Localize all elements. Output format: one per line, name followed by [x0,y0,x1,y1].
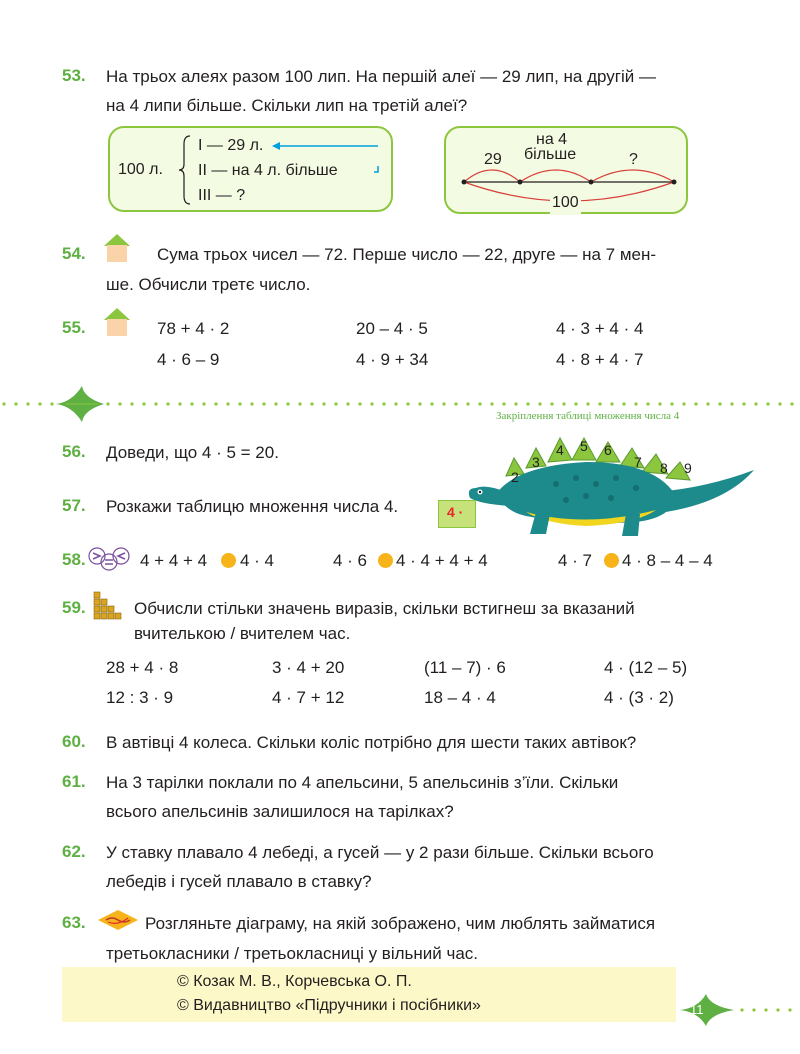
expression: 4 · 3 + 4 · 4 [556,319,644,338]
multiplier-card-label: 4 · [447,504,464,520]
page-number: 11 [690,1002,704,1017]
compare-right-3: 4 · 8 – 4 – 4 [622,551,713,570]
problem-62-number: 62. [62,842,86,861]
dino-plate-label: 3 [532,454,540,470]
expression: 18 – 4 · 4 [424,688,496,707]
problem-63-line-1: Розгляньте діаграму, на якій зображено, чим люблять займатися [145,914,656,933]
compare-dot [221,553,236,568]
problem-61-number: 61. [62,772,86,791]
problem-53-number: 53. [62,66,86,85]
problem-62-line-1: У ставку плавало 4 лебеді, а гусей — у 2 рази більше. Скільки всього [106,843,654,862]
dino-plate-label: 9 [684,460,692,476]
compare-left-1: 4 + 4 + 4 [140,551,208,570]
problem-59-line-1: Обчисли стільки значень виразів, скільки встигнеш за вказаний [134,599,635,618]
section-title: Закріплення таблиці множення числа 4 [496,410,680,422]
blocks-icon [92,590,126,620]
short-note-row-3: III — ? [198,187,246,204]
compare-dot [604,553,619,568]
segment-total: 100 [550,191,581,215]
short-note-total: 100 л. [118,161,163,178]
multiplier-card [438,500,476,528]
expression: 28 + 4 · 8 [106,658,179,677]
segment-point [518,180,523,185]
problem-54-line-2: ше. Обчисли третє число. [106,275,311,294]
problem-53-line-2: на 4 липи більше. Скільки лип на третій алеї? [106,96,468,115]
handshake-icon [96,908,140,932]
dino-plate-label: 7 [634,454,642,470]
problem-63-number: 63. [62,913,86,932]
compare-left-3: 4 · 7 [558,551,593,570]
short-note-box [108,126,393,212]
short-note-row-1: I — 29 л. [198,137,264,154]
compare-dot [378,553,393,568]
compare-left-2: 4 · 6 [333,551,368,570]
dino-plate-label: 2 [511,469,519,485]
problem-62-line-2: лебедів і гусей плавало в ставку? [106,872,372,891]
segment-point [672,180,677,185]
expression: 4 · (3 · 2) [604,688,674,707]
comparison-arrow-icon [270,138,385,178]
segment-label-2-top: на 4 [536,131,568,148]
compare-right-1: 4 · 4 [240,551,275,570]
compare-signs-icon [88,546,132,572]
segment-point [462,180,467,185]
left-brace-icon [176,134,194,206]
expression: 12 : 3 · 9 [106,688,174,707]
problem-60-number: 60. [62,732,86,751]
copyright-line-2: © Видавництво «Підручники і посібники» [177,997,481,1014]
segment-label-3: ? [629,151,638,168]
house-icon [100,306,134,338]
problem-56-text: Доведи, що 4 · 5 = 20. [106,443,279,462]
dino-plate-label: 6 [604,442,612,458]
expression: 4 · (12 – 5) [604,658,688,677]
short-note-row-2: II — на 4 л. більше [198,162,338,179]
house-icon [100,232,134,264]
expression: 4 · 6 – 9 [157,350,220,369]
section-divider [0,382,800,426]
segment-diagram-box [444,126,688,214]
problem-63-line-2: третьокласники / третьокласниці у вільний час. [106,944,479,963]
segment-point [589,180,594,185]
problem-61-line-2: всього апельсинів залишилося на тарілках? [106,802,454,821]
expression: 4 · 7 + 12 [272,688,345,707]
stegosaurus-illustration [436,432,756,538]
problem-59-number: 59. [62,598,86,617]
expression: 4 · 8 + 4 · 7 [556,350,644,369]
problem-53-line-1: На трьох алеях разом 100 лип. На першій алеї — 29 лип, на другій — [106,67,656,86]
problem-54-number: 54. [62,244,86,263]
segment-label-1: 29 [484,151,502,168]
problem-56-number: 56. [62,442,86,461]
problem-61-line-1: На 3 тарілки поклали по 4 апельсини, 5 апельсинів з’їли. Скільки [106,773,619,792]
dino-plate-label: 4 [556,442,564,458]
segment-label-2-bottom: більше [524,146,577,163]
compare-right-2: 4 · 4 + 4 + 4 [396,551,488,570]
problem-57-number: 57. [62,496,86,515]
problem-54-line-1: Сума трьох чисел — 72. Перше число — 22, друге — на 7 мен- [157,245,657,264]
dino-plate-label: 5 [580,438,588,454]
expression: 78 + 4 · 2 [157,319,230,338]
problem-60-text: В автівці 4 колеса. Скільки коліс потрібно для шести таких автівок? [106,733,637,752]
copyright-line-1: © Козак М. В., Корчевська О. П. [177,973,412,990]
expression: 4 · 9 + 34 [356,350,429,369]
problem-59-line-2: вчителькою / вчителем час. [134,624,351,643]
expression: 3 · 4 + 20 [272,658,345,677]
problem-55-number: 55. [62,318,86,337]
expression: 20 – 4 · 5 [356,319,428,338]
problem-58-number: 58. [62,550,86,569]
problem-57-text: Розкажи таблицю множення числа 4. [106,497,399,516]
dino-plate-label: 8 [660,460,668,476]
expression: (11 – 7) · 6 [424,658,506,677]
